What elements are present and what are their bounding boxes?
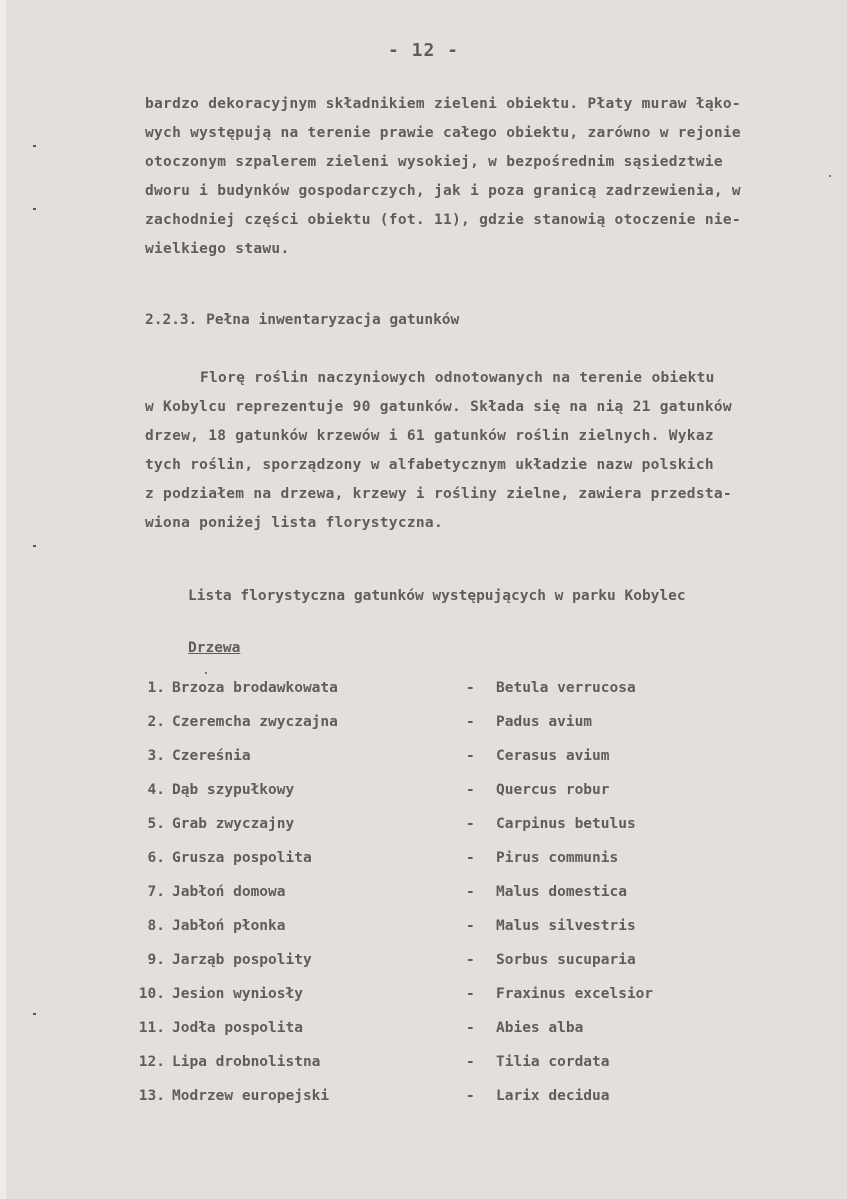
dash: - [466,1020,475,1036]
section-heading: 2.2.3. Pełna inwentaryzacja gatunków [145,312,460,328]
page-edge [0,0,6,1199]
scan-speck [829,175,831,177]
latin-name: Malus silvestris [496,918,636,934]
polish-name: Jabłoń płonka [172,918,286,934]
latin-name: Tilia cordata [496,1054,610,1070]
dash: - [466,816,475,832]
dash: - [466,1088,475,1104]
paragraph-line: w Kobylcu reprezentuje 90 gatunków. Składa się na nią 21 gatunków [145,399,732,415]
item-number: 8. [147,918,165,934]
latin-name: Larix decidua [496,1088,610,1104]
paragraph-flora [145,364,835,538]
item-number: 10. [138,986,165,1002]
latin-name: Carpinus betulus [496,816,636,832]
polish-name: Jesion wyniosły [172,986,303,1002]
latin-name: Quercus robur [496,782,610,798]
latin-name: Abies alba [496,1020,584,1036]
polish-name: Jarząb pospolity [172,952,312,968]
dash: - [466,714,475,730]
paragraph-line: drzew, 18 gatunków krzewów i 61 gatunków roślin zielnych. Wykaz [145,428,714,444]
list-item [125,816,825,850]
list-item [125,1088,825,1122]
list-item [125,680,825,714]
polish-name: Dąb szypułkowy [172,782,295,798]
margin-mark [33,1013,36,1015]
page-number: - 12 - [387,40,460,61]
margin-mark [33,208,36,210]
polish-name: Czereśnia [172,748,251,764]
item-number: 9. [147,952,165,968]
paragraph-line: wych występują na terenie prawie całego obiektu, zarówno w rejonie [145,125,741,141]
paragraph-line: bardzo dekoracyjnym składnikiem zieleni obiektu. Płaty muraw łąko- [145,96,741,112]
item-number: 13. [138,1088,165,1104]
paragraph-line: Florę roślin naczyniowych odnotowanych na terenie obiektu [200,370,715,386]
list-item [125,850,825,884]
item-number: 11. [138,1020,165,1036]
latin-name: Malus domestica [496,884,627,900]
paragraph-line: z podziałem na drzewa, krzewy i rośliny zielne, zawiera przedsta- [145,486,732,502]
list-item [125,748,825,782]
polish-name: Grusza pospolita [172,850,312,866]
item-number: 4. [147,782,165,798]
polish-name: Brzoza brodawkowata [172,680,338,696]
list-item [125,884,825,918]
polish-name: Modrzew europejski [172,1088,330,1104]
trees-section-label: Drzewa [188,640,241,656]
list-item [125,986,825,1020]
polish-name: Jodła pospolita [172,1020,303,1036]
margin-mark [33,145,36,147]
paragraph-line: tych roślin, sporządzony w alfabetycznym układzie nazw polskich [145,457,714,473]
trees-list [125,680,825,1122]
dash: - [466,918,475,934]
polish-name: Jabłoń domowa [172,884,286,900]
latin-name: Betula verrucosa [496,680,636,696]
polish-name: Czeremcha zwyczajna [172,714,338,730]
item-number: 7. [147,884,165,900]
latin-name: Fraxinus excelsior [496,986,654,1002]
dash: - [466,680,475,696]
item-number: 3. [147,748,165,764]
list-item [125,714,825,748]
dash: - [466,1054,475,1070]
scan-speck [205,672,207,674]
paragraph-line: wielkiego stawu. [145,241,290,257]
dash: - [466,952,475,968]
item-number: 6. [147,850,165,866]
latin-name: Cerasus avium [496,748,610,764]
dash: - [466,850,475,866]
item-number: 1. [147,680,165,696]
polish-name: Grab zwyczajny [172,816,295,832]
paragraph-line: dworu i budynków gospodarczych, jak i poza granicą zadrzewienia, w [145,183,741,199]
item-number: 12. [138,1054,165,1070]
paragraph-line: wiona poniżej lista florystyczna. [145,515,443,531]
dash: - [466,986,475,1002]
margin-mark [33,545,36,547]
latin-name: Pirus communis [496,850,619,866]
list-item [125,1054,825,1088]
polish-name: Lipa drobnolistna [172,1054,321,1070]
item-number: 2. [147,714,165,730]
list-item [125,1020,825,1054]
latin-name: Sorbus sucuparia [496,952,636,968]
dash: - [466,884,475,900]
paragraph-meadows [145,90,835,264]
dash: - [466,748,475,764]
list-item [125,782,825,816]
list-item [125,952,825,986]
item-number: 5. [147,816,165,832]
dash: - [466,782,475,798]
species-list-title: Lista florystyczna gatunków występujących w parku Kobylec [188,588,686,604]
latin-name: Padus avium [496,714,593,730]
list-item [125,918,825,952]
paragraph-line: zachodniej części obiektu (fot. 11), gdzie stanowią otoczenie nie- [145,212,741,228]
paragraph-line: otoczonym szpalerem zieleni wysokiej, w bezpośrednim sąsiedztwie [145,154,723,170]
